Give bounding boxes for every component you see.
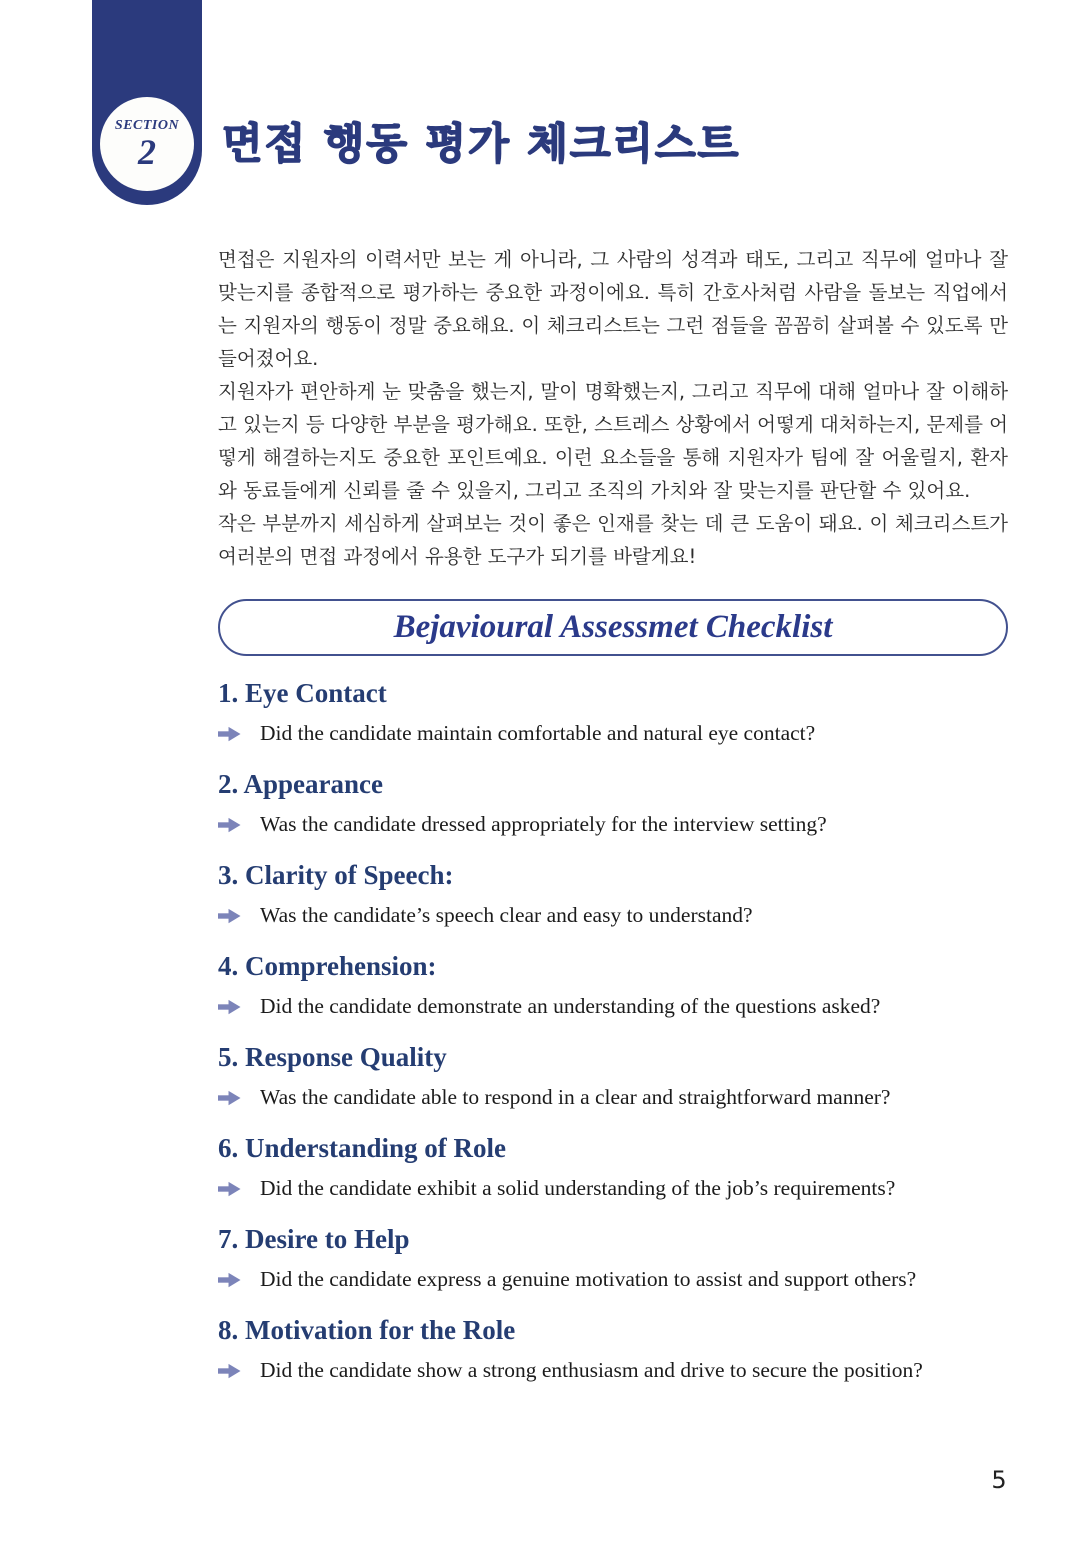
- checklist-item: [218, 860, 1008, 929]
- checklist-item-heading: 2. Appearance: [218, 769, 383, 799]
- intro-text: [218, 243, 1008, 573]
- checklist-item: [218, 1224, 1008, 1293]
- checklist-item-question: Did the candidate express a genuine motivation to assist and support others?: [260, 1267, 917, 1291]
- arrow-bullet-icon: [218, 1272, 241, 1288]
- checklist-item-question: Was the candidate dressed appropriately for the interview setting?: [260, 812, 827, 836]
- checklist-item-heading: 7. Desire to Help: [218, 1224, 410, 1254]
- section-badge-number: 2: [138, 131, 156, 172]
- checklist-item: [218, 951, 1008, 1020]
- checklist-banner: [218, 599, 1008, 656]
- section-badge-label: SECTION: [114, 117, 180, 133]
- arrow-bullet-icon: [218, 908, 241, 924]
- arrow-bullet-icon: [218, 1181, 241, 1197]
- checklist-item-question: Did the candidate maintain comfortable and natural eye contact?: [260, 721, 816, 745]
- checklist-item-question: Was the candidate’s speech clear and easy to understand?: [260, 903, 753, 927]
- section-ribbon: [92, 0, 202, 205]
- checklist-item: [218, 769, 1008, 838]
- checklist-item-heading: 8. Motivation for the Role: [218, 1315, 516, 1345]
- checklist-item-question: Did the candidate exhibit a solid understanding of the job’s requirements?: [260, 1176, 896, 1200]
- checklist-item-question: Did the candidate demonstrate an understanding of the questions asked?: [260, 994, 881, 1018]
- checklist-item-heading: 5. Response Quality: [218, 1042, 447, 1072]
- checklist-banner-title: Bejavioural Assessmet Checklist: [393, 609, 833, 645]
- checklist-item-heading: 1. Eye Contact: [218, 678, 387, 708]
- intro-paragraph: 작은 부분까지 세심하게 살펴보는 것이 좋은 인재를 찾는 데 큰 도움이 돼요. 이 체크리스트가 여러분의 면접 과정에서 유용한 도구가 되기를 바랄게요!: [218, 512, 1008, 568]
- intro-paragraph: 면접은 지원자의 이력서만 보는 게 아니라, 그 사람의 성격과 태도, 그리고 직무에 얼마나 잘 맞는지를 종합적으로 평가하는 중요한 과정이에요. 특히 간호사처럼 사람을 돌보는 직업에서는 지원자의 행동이 정말 중요해요. 이 체크리스트는 그런 점들을 꼼꼼히 살펴볼 수 있도록 만들어졌어요.: [218, 248, 1008, 370]
- intro-paragraph: 지원자가 편안하게 눈 맞춤을 했는지, 말이 명확했는지, 그리고 직무에 대해 얼마나 잘 이해하고 있는지 등 다양한 부분을 평가해요. 또한, 스트레스 상황에서 어떻게 대처하는지, 문제를 어떻게 해결하는지도 중요한 포인트예요. 이런 요소들을 통해 지원자가 팀에 잘 어울릴지, 환자와 동료들에게 신뢰를 줄 수 있을지, 그리고 조직의 가치와 잘 맞는지를 판단할 수 있어요.: [218, 380, 1008, 502]
- page-number: 5: [991, 1466, 1007, 1494]
- checklist-item-heading: 6. Understanding of Role: [218, 1133, 507, 1163]
- arrow-bullet-icon: [218, 1363, 241, 1379]
- checklist-item-heading: 3. Clarity of Speech:: [218, 860, 454, 890]
- arrow-bullet-icon: [218, 726, 241, 742]
- checklist-item-heading: 4. Comprehension:: [218, 951, 437, 981]
- arrow-bullet-icon: [218, 817, 241, 833]
- checklist-item: [218, 1315, 1008, 1384]
- checklist-item: [218, 678, 1008, 747]
- section-badge: [100, 97, 194, 191]
- checklist-item-question: Was the candidate able to respond in a clear and straightforward manner?: [260, 1085, 891, 1109]
- page-title: 면접 행동 평가 체크리스트: [222, 119, 741, 168]
- arrow-bullet-icon: [218, 1090, 241, 1106]
- checklist-item: [218, 1133, 1008, 1202]
- checklist-item: [218, 1042, 1008, 1111]
- arrow-bullet-icon: [218, 999, 241, 1015]
- checklist-item-question: Did the candidate show a strong enthusiasm and drive to secure the position?: [260, 1358, 923, 1382]
- main-content: [218, 243, 1008, 1384]
